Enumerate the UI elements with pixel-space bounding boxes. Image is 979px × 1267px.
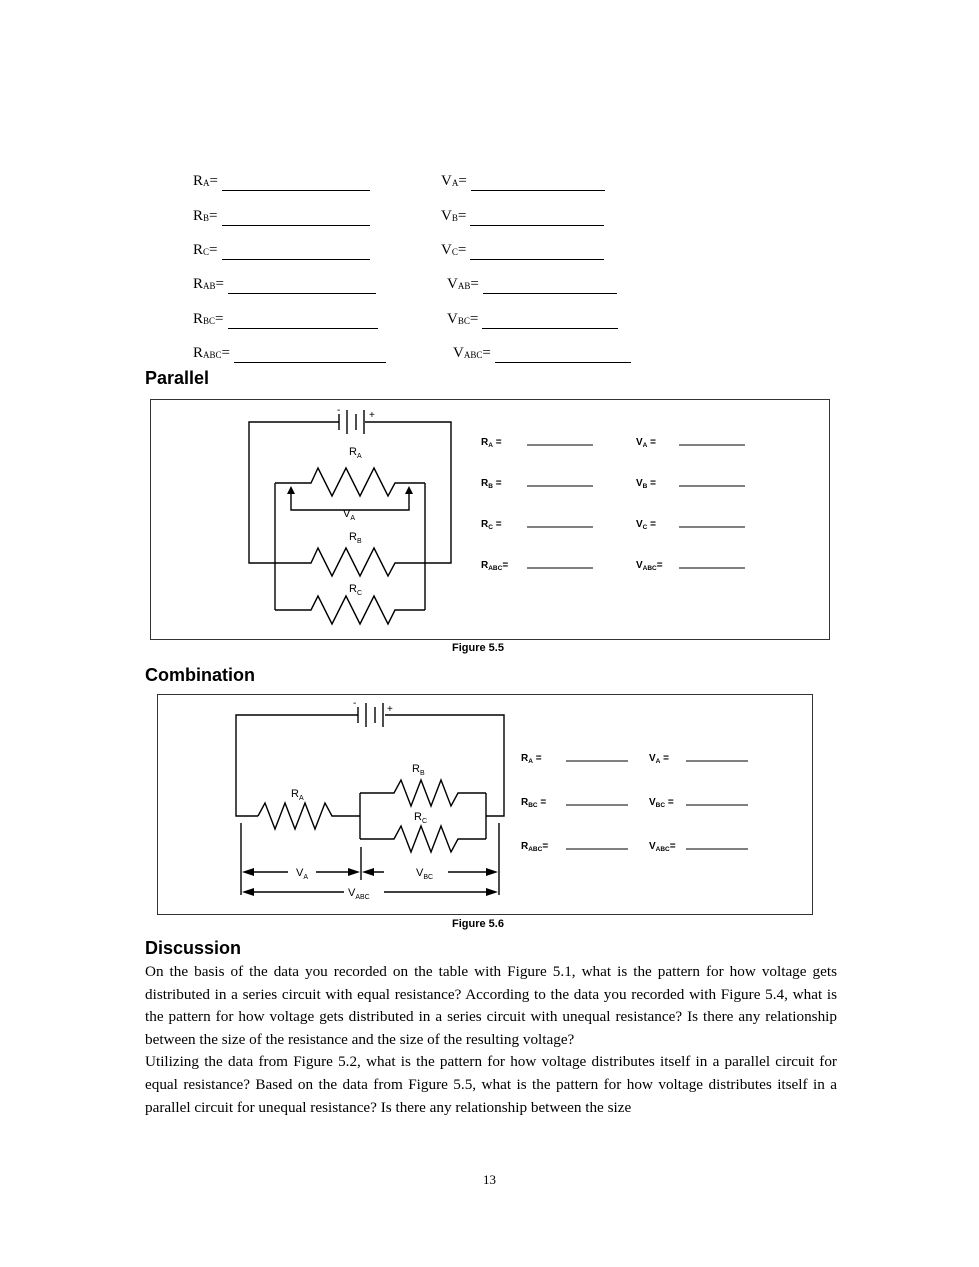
discussion-body — [145, 961, 837, 1119]
series-r-bc-row: $R_{BC}=$ — [193, 310, 378, 329]
va-dimension-label: $V_A$ — [296, 867, 309, 881]
blank-line — [470, 209, 604, 226]
series-v-bc-row: $V_{BC}=$ — [447, 310, 618, 329]
rc-circuit-label: $R_C$ — [414, 811, 428, 825]
rc-circuit-label: $R_C$ — [349, 583, 363, 597]
figure-5-6-caption: Figure 5.6 — [452, 918, 504, 930]
table-v-a: $V_A$ = — [636, 437, 656, 449]
series-r-c-row: $R_C=$ — [193, 241, 370, 260]
discussion-paragraph-1: On the basis of the data you recorded on the table with Figure 5.1, what is the pattern for how voltage gets distributed in a series circuit with equal resistance? According to the data you recorded with Figure 5.4, what is the pattern for how voltage gets distributed in a series circuit with unequal resistance? Is there any relationship between the size of the resistance and the size of the resulting voltage? — [145, 963, 837, 1048]
table-v-c: $V_C$ = — [636, 519, 656, 531]
parallel-circuit-diagram — [151, 400, 829, 639]
combination-values-table — [521, 753, 748, 853]
battery-minus-label: - — [337, 405, 341, 416]
table-r-a: $R_A$ = — [521, 753, 542, 765]
series-v-a-row: $V_A=$ — [441, 172, 605, 191]
vabc-dimension-label: $V_{ABC}$ — [348, 887, 370, 901]
blank-line — [222, 243, 370, 260]
table-v-abc: $V_{ABC}=$ — [649, 841, 676, 853]
combination-circuit-diagram — [158, 695, 812, 914]
blank-line — [471, 174, 605, 191]
battery-plus-label: + — [369, 410, 375, 421]
table-r-b: $R_B$ = — [481, 478, 502, 490]
blank-line — [482, 312, 618, 329]
parallel-figure — [150, 399, 830, 640]
parallel-heading: Parallel — [145, 368, 210, 388]
table-r-bc: $R_{BC}$ = — [521, 797, 547, 809]
battery-minus-label: - — [353, 698, 357, 709]
discussion-heading: Discussion — [145, 938, 242, 958]
table-v-bc: $V_{BC}$ = — [649, 797, 674, 809]
series-r-ab-row: $R_{AB}=$ — [193, 275, 376, 294]
series-v-ab-row: $V_{AB}=$ — [447, 275, 617, 294]
series-r-a-row: $R_A=$ — [193, 172, 370, 191]
combination-figure — [157, 694, 813, 915]
rb-circuit-label: $R_B$ — [349, 531, 362, 545]
series-r-b-row: $R_B=$ — [193, 207, 370, 226]
table-r-abc: $R_{ABC}=$ — [481, 560, 509, 572]
blank-line — [222, 174, 370, 191]
blank-line — [228, 312, 378, 329]
parallel-values-table — [481, 437, 745, 572]
ra-circuit-label: $R_A$ — [291, 788, 304, 802]
blank-line — [470, 243, 604, 260]
combination-heading: Combination — [145, 665, 255, 685]
rb-circuit-label: $R_B$ — [412, 763, 425, 777]
table-v-abc: $V_{ABC}=$ — [636, 560, 663, 572]
vbc-dimension-label: $V_{BC}$ — [416, 867, 434, 881]
table-r-a: $R_A$ = — [481, 437, 502, 449]
page-number: 13 — [483, 1172, 496, 1187]
figure-5-5-caption: Figure 5.5 — [452, 642, 504, 654]
va-circuit-label: $V_A$ — [343, 508, 356, 522]
series-v-b-row: $V_B=$ — [441, 207, 604, 226]
table-v-b: $V_B$ = — [636, 478, 656, 490]
blank-line — [483, 277, 617, 294]
blank-line — [234, 346, 386, 363]
table-r-abc: $R_{ABC}=$ — [521, 841, 549, 853]
table-r-c: $R_C$ = — [481, 519, 502, 531]
table-v-a: $V_A$ = — [649, 753, 669, 765]
ra-circuit-label: $R_A$ — [349, 446, 362, 460]
discussion-paragraph-2: Utilizing the data from Figure 5.2, what is the pattern for how voltage distributes itself in a parallel circuit for equal resistance? Based on the data from Figure 5.5, what is the pattern for how voltage distributes itself in a parallel circuit for unequal resistance? Is there any relationship between the size — [145, 1053, 837, 1116]
blank-line — [228, 277, 376, 294]
series-v-c-row: $V_C=$ — [441, 241, 604, 260]
series-v-abc-row: $V_{ABC}=$ — [453, 344, 631, 363]
battery-plus-label: + — [387, 704, 393, 715]
blank-line — [495, 346, 631, 363]
blank-line — [222, 209, 370, 226]
series-r-abc-row: $R_{ABC}=$ — [193, 344, 386, 363]
